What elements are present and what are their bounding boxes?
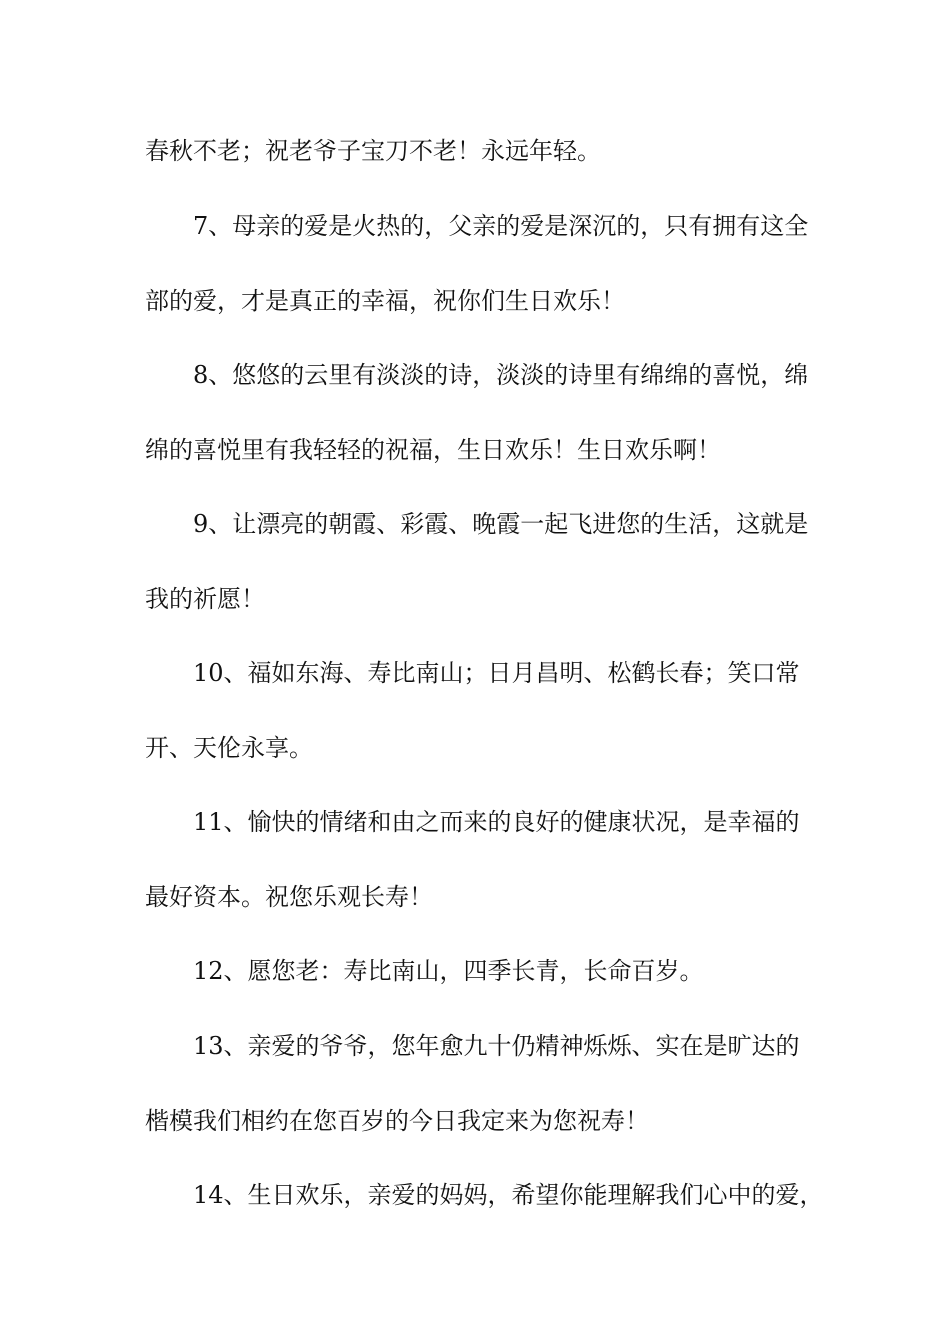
text-line-14: 楷模我们相约在您百岁的今日我定来为您祝寿！	[145, 1107, 649, 1135]
text-line-11: 最好资本。祝您乐观长寿！	[145, 883, 433, 911]
text-line-8: 10、福如东海、寿比南山；日月昌明、松鹤长春；笑口常	[193, 659, 800, 687]
text-line-15: 14、生日欢乐，亲爱的妈妈，希望你能理解我们心中的爱，	[193, 1181, 824, 1209]
text-line-7: 我的祈愿！	[145, 585, 265, 613]
text-line-4: 8、悠悠的云里有淡淡的诗，淡淡的诗里有绵绵的喜悦，绵	[193, 361, 809, 389]
text-line-12: 12、愿您老：寿比南山，四季长青，长命百岁。	[193, 957, 704, 985]
text-line-13: 13、亲爱的爷爷，您年愈九十仍精神烁烁、实在是旷达的	[193, 1032, 800, 1060]
text-line-6: 9、让漂亮的朝霞、彩霞、晚霞一起飞进您的生活，这就是	[193, 510, 809, 538]
text-line-3: 部的爱，才是真正的幸福，祝你们生日欢乐！	[145, 287, 625, 315]
text-line-10: 11、愉快的情绪和由之而来的良好的健康状况，是幸福的	[193, 808, 800, 836]
text-line-5: 绵的喜悦里有我轻轻的祝福，生日欢乐！生日欢乐啊！	[145, 436, 721, 464]
text-line-9: 开、天伦永享。	[145, 734, 313, 762]
text-line-1: 春秋不老；祝老爷子宝刀不老！永远年轻。	[145, 137, 601, 165]
text-line-2: 7、母亲的爱是火热的，父亲的爱是深沉的，只有拥有这全	[193, 212, 809, 240]
